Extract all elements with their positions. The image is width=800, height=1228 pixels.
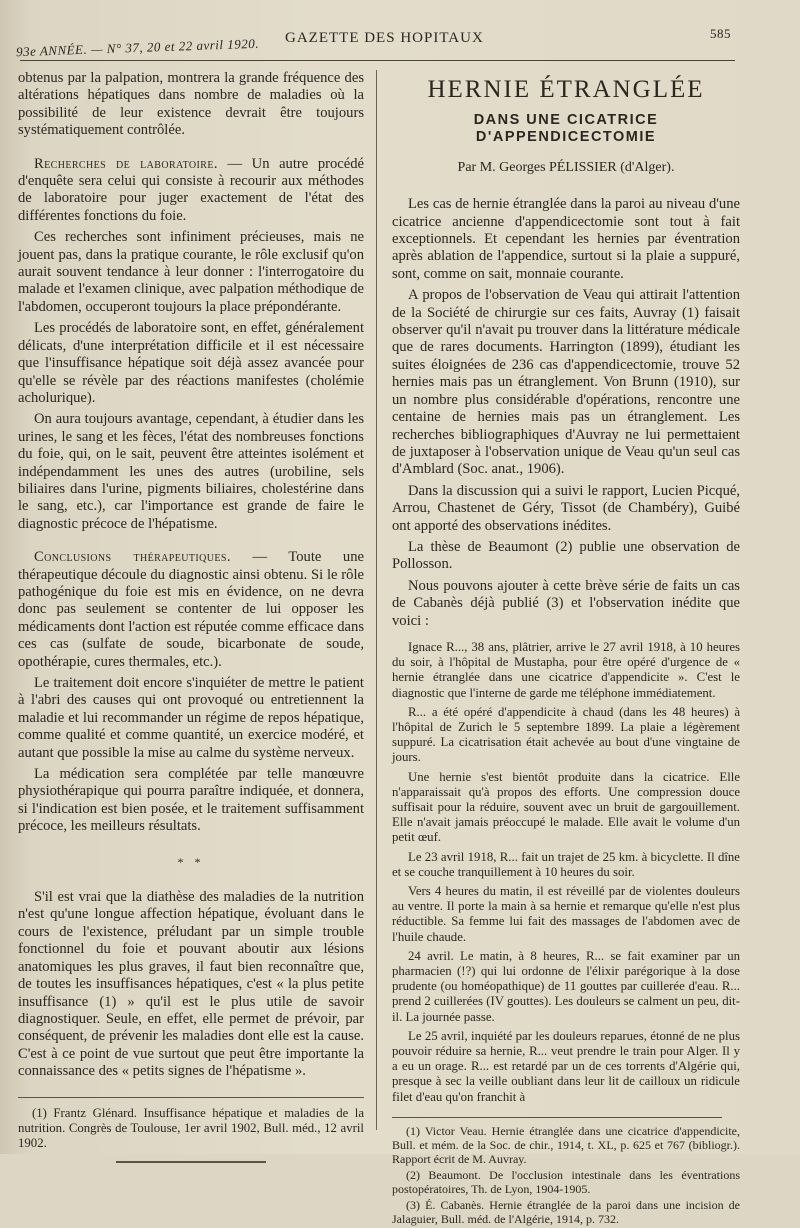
footnote-rule	[392, 1117, 722, 1118]
footnote: (3) É. Cabanès. Hernie étranglée de la paroi dans une incision de Jalaguier, Bull. méd. de l'Algérie, 1914, p. 732.	[392, 1197, 740, 1226]
column-divider	[376, 70, 377, 1130]
end-ornament	[116, 1161, 266, 1163]
article-byline: Par M. Georges PÉLISSIER (d'Alger).	[457, 159, 675, 175]
right-column	[392, 70, 740, 1228]
footnote: (2) Beaumont. De l'occlusion intestinale dans les éventrations postopératoires, Th. de Lyon, 1904-1905.	[392, 1167, 740, 1196]
issue-line: 93e ANNÉE. — N° 37, 20 et 22 avril 1920.	[15, 35, 260, 60]
paragraph: Nous pouvons ajouter à cette brève série de faits un cas de Cabanès déjà publié (3) et l'observation inédite que voici :	[392, 577, 740, 629]
section-heading: Conclusions thérapeutiques.	[34, 549, 231, 566]
header-rule	[20, 60, 735, 61]
paragraph: La médication sera complétée par telle manœuvre physiothérapique qui pourra paraître indiquée, et donnera, si l'indication est bien posée, et le traitement suffisamment précoce, les meilleurs résultats.	[18, 766, 364, 835]
paragraph: Ces recherches sont infiniment précieuses, mais ne jouent pas, dans la pratique courante, le rôle exclusif qu'on aurait souvent tendance à leur donner : l'interrogatoire du malade et l'examen clinique, avec palpation méthodique de l'abdomen, occuperont toujours la place prépondérante.	[18, 229, 364, 315]
paragraph: 24 avril. Le matin, à 8 heures, R... se fait examiner par un pharmacien (!?) qui lui ordonne de l'élixir parégorique à la dose prudente (ou homéopathique) de 11 gouttes par cuillerée d'eau. R... prend 2 cuillerées (IV gouttes). Les douleurs se calment un peu, dit-il. La journée passe.	[392, 948, 740, 1024]
observation	[392, 640, 740, 1105]
left-column	[18, 70, 364, 1163]
paragraph: R... a été opéré d'appendicite à chaud (dans les 48 heures) à l'hôpital de Zurich le 5 septembre 1899. La plaie a légèrement suppuré. La cicatrisation était achevée au bout d'une vingtaine de jours.	[392, 704, 740, 765]
paragraph: Les procédés de laboratoire sont, en effet, généralement délicats, d'une interprétation difficile et il est nécessaire que l'insuffisance hépatique soit déjà assez avancée pour qu'elle se révèle par des réactions manifestes (cholémie acholurique).	[18, 320, 364, 406]
paragraph: La thèse de Beaumont (2) publie une observation de Pollosson.	[392, 538, 740, 573]
paragraph: Le 25 avril, inquiété par les douleurs reparues, étonné de ne plus pouvoir réduire sa hernie, R... veut prendre le train pour Alger. Il y a eu un orage. R... est retardé par un de ces torrents d'Algérie qui, presque à sec la veille oubliant dans leur lit de cailloux un ridicule filet d'eau qu'on franchit à	[392, 1028, 740, 1104]
journal-title: GAZETTE DES HOPITAUX	[285, 30, 484, 46]
paragraph: A propos de l'observation de Veau qui attirait l'attention de la Société de chirurgie sur ces faits, Auvray (1) faisait observer qu'il n'avait pu trouver dans la littérature médicale que de rares documents. Harrington (1899), étudiant les suites éloignées de 236 cas d'appendicectomie, trouve 52 hernies mais pas un étranglement. Von Brunn (1910), sur un nombre plus considérable d'opérations, rencontre une centaine de hernies mais pas un étranglement. Les recherches bibliographiques d'Auvray ne lui permettaient de juxtaposer à l'observation unique de Veau qu'un seul cas d'Amblard (Soc. anat., 1906).	[392, 287, 740, 478]
footnotes	[392, 1124, 740, 1226]
paragraph: Recherches de laboratoire. — Un autre procédé d'enquête sera celui qui consiste à recourir aux méthodes de laboratoire pour juger exactement de l'état des différentes fonctions du foie.	[18, 155, 365, 224]
paragraph: Ignace R..., 38 ans, plâtrier, arrive le 27 avril 1918, à 10 heures du soir, à l'hôpital de Mustapha, pour être opéré d'urgence de « hernie étranglée dans une cicatrice d'appendicite ». C'est le diagnostic que l'interne de garde me téléphone immédiatement.	[392, 639, 740, 700]
paragraph: Le 23 avril 1918, R... fait un trajet de 25 km. à bicyclette. Il dîne et se couche tranquillement à 10 heures du soir.	[392, 849, 740, 879]
running-header	[10, 22, 731, 60]
paragraph: Conclusions thérapeutiques. — Toute une thérapeutique découle du diagnostic ainsi obtenu. Si le rôle pathogénique du foie est mis en évidence, on ne devra donc pas seulement se contenter de lui opposer les médicaments dont l'action est réputée comme efficace dans ces cas (sulfate de soude, bicarbonate de soude, opothérapie, cures thermales, etc.).	[18, 549, 364, 670]
paragraph: On aura toujours avantage, cependant, à étudier dans les urines, le sang et les fèces, l'état des nombreuses fonctions du foie, qui, on le sait, peuvent être atteintes isolément et indépendamment les unes des autres (urobiline, sels biliaires dans l'urine, pigments biliaires, cholestérine dans le sang, etc.), car l'importance est grande de faire le diagnostic précoce de l'hépatisme.	[18, 411, 364, 532]
paragraph: Les cas de hernie étranglée dans la paroi au niveau d'une cicatrice ancienne d'appendicectomie sont tout à fait exceptionnels. Et cependant les hernies par éventration après ablation de l'appendice, surtout si la plaie a suppuré, sont, comme on sait, monnaie courante.	[392, 196, 740, 282]
page-number: 585	[710, 26, 731, 41]
section-separator: * *	[177, 854, 205, 869]
paragraph: S'il est vrai que la diathèse des maladies de la nutrition n'est qu'une longue affection hépatique, évoluant dans le cours de l'existence, préludant par un simple trouble fonctionnel du foie et pouvant aboutir aux lésions anatomiques les plus graves, il faut bien reconnaître que, de toutes les insuffisances hépatiques, c'est « la plus petite insuffisance (1) » qu'il est le plus utile de savoir diagnostiquer. Seule, en effet, elle permet de prévoir, par conséquent, de prévenir les maladies dont elle est la cause. C'est à ce point de vue surtout que peut être importante la connaissance des « petits signes de l'hépatisme ».	[18, 889, 364, 1080]
paragraph: Le traitement doit encore s'inquiéter de mettre le patient à l'abri des causes qui ont provoqué ou entretiennent la maladie et lui recommander un régime de repos hépatique, comme qualité et comme quantité, un exercice modéré, et autant que possible la mise au calme du système nerveux.	[18, 675, 364, 761]
paragraph: obtenus par la palpation, montrera la grande fréquence des altérations hépatiques dans nombre de maladies où la possibilité de leur existence devrait être toujours systématiquement contrôlée.	[18, 70, 364, 139]
article-subtitle: DANS UNE CICATRICE D'APPENDICECTOMIE	[473, 112, 659, 146]
footnote: (1) Victor Veau. Hernie étranglée dans une cicatrice d'appendicite, Bull. et mém. de la Soc. de chir., 1914, t. XL, p. 625 et 767 (bibliogr.). Rapport écrit de M. Auvray.	[392, 1123, 740, 1166]
paragraph: Une hernie s'est bientôt produite dans la cicatrice. Elle n'apparaissait qu'à propos des efforts. Une compression douce suffisait pour la réduire, souvent avec un bruit de gargouillement. Elle n'avait jamais préoccupé le malade. Elle avait le volume d'un petit œuf.	[392, 769, 740, 845]
footnotes	[18, 1106, 364, 1152]
paragraph: Vers 4 heures du matin, il est réveillé par de violentes douleurs au ventre. Il porte la main à sa hernie et remarque qu'elle n'est plus réductible. Sa femme lui fait des massages de l'abdomen avec de l'huile chaude.	[392, 884, 740, 944]
footnote-rule	[18, 1097, 364, 1098]
article-title: HERNIE ÉTRANGLÉE	[427, 76, 705, 103]
section-heading: Recherches de laboratoire.	[34, 155, 218, 172]
paragraph: Dans la discussion qui a suivi le rapport, Lucien Picqué, Arrou, Chastenet de Géry, Tissot (de Chambéry), Guibé ont apporté des observations inédites.	[392, 482, 740, 534]
footnote: (1) Frantz Glénard. Insuffisance hépatique et maladies de la nutrition. Congrès de Toulouse, 1er avril 1902, Bull. méd., 12 avril 1902.	[18, 1105, 364, 1150]
